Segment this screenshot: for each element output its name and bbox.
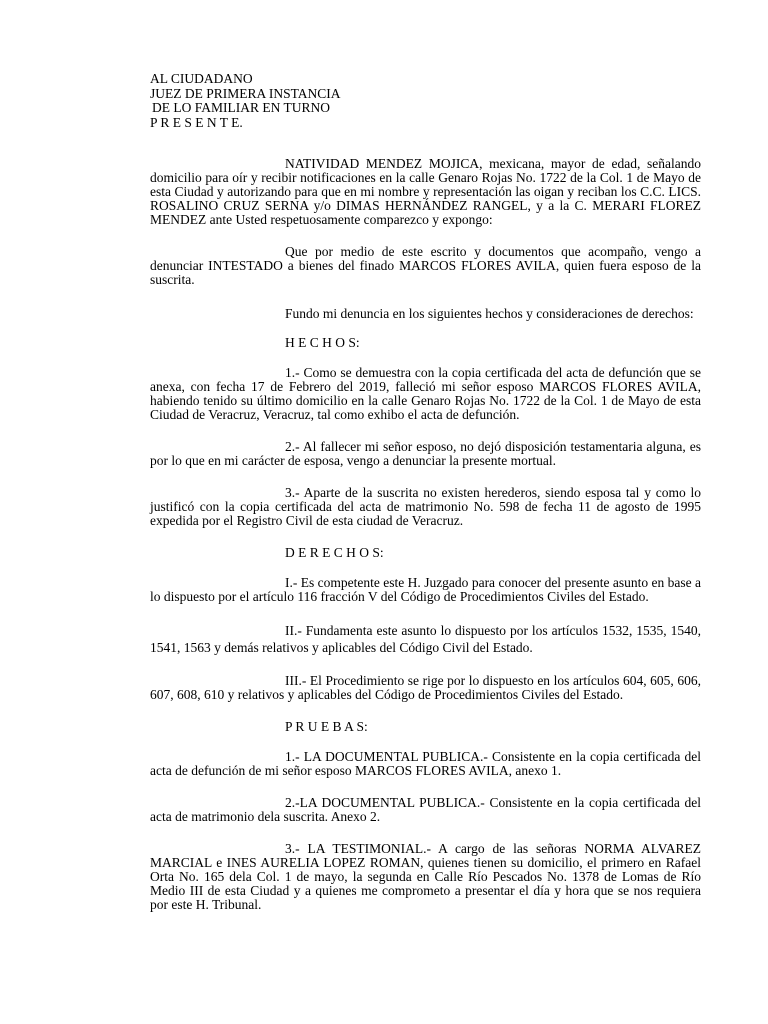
intro-paragraph: NATIVIDAD MENDEZ MOJICA, mexicana, mayor de edad, señalando domicilio para oír y recibir notificaciones en la calle Genaro Rojas No. 1722 de la Col. 1 de Mayo de esta Ciudad y autorizando para que en mi nombre y representación las oigan y reciban los C.C. LICS. ROSALINO CRUZ SERNA y/o DIMAS HERNÁNDEZ RANGEL, y a la C. MERARI FLOREZ MENDEZ ante Usted respetuosamente comparezco y expongo: — [150, 156, 701, 227]
addressee-line-1: AL CIUDADANO — [150, 71, 253, 86]
addressee-line-4: P R E S E N T E. — [150, 114, 243, 130]
pruebas-item-1: 1.- LA DOCUMENTAL PUBLICA.- Consistente en la copia certificada del acta de defunción de mi señor esposo MARCOS FLORES AVILA, anexo 1. — [150, 749, 701, 778]
hechos-item-2: 2.- Al fallecer mi señor esposo, no dejó disposición testamentaria alguna, es por lo que en mi carácter de esposa, vengo a denunciar la presente mortual. — [150, 439, 701, 468]
document-body — [150, 157, 701, 926]
hechos-heading: H E C H O S: — [285, 335, 360, 350]
addressee-line-3: DE LO FAMILIAR EN TURNO — [152, 100, 330, 115]
fundo-paragraph: Fundo mi denuncia en los siguientes hechos y consideraciones de derechos: — [285, 306, 694, 321]
hechos-item-1: 1.- Como se demuestra con la copia certificada del acta de defunción que se anexa, con fecha 17 de Febrero del 2019, falleció mi señor esposo MARCOS FLORES AVILA, habiendo tenido su último domicilio en la calle Genaro Rojas No. 1722 de la Col. 1 de Mayo de esta Ciudad de Veracruz, Veracruz, tal como exhibo el acta de defunción. — [150, 365, 701, 422]
addressee-line-2: JUEZ DE PRIMERA INSTANCIA — [150, 85, 341, 101]
derechos-heading: D E R E C H O S: — [285, 545, 384, 560]
pruebas-heading: P R U E B A S: — [285, 719, 368, 734]
addressee-block — [150, 72, 710, 130]
pruebas-item-3: 3.- LA TESTIMONIAL.- A cargo de las señoras NORMA ALVAREZ MARCIAL e INES AURELIA LOPEZ ROMAN, quienes tienen su domicilio, el primero en Rafael Orta No. 165 dela Col. 1 de mayo, la segunda en Calle Río Pescados No. 1378 de Lomas de Río Medio III de esta Ciudad y a quienes me comprometo a presentar el día y hora que se nos requiera por este H. Tribunal. — [150, 841, 701, 912]
pruebas-item-2: 2.-LA DOCUMENTAL PUBLICA.- Consistente en la copia certificada del acta de matrimonio dela suscrita. Anexo 2. — [150, 795, 701, 824]
derechos-item-2: II.- Fundamenta este asunto lo dispuesto por los artículos 1532, 1535, 1540, 1541, 1563 y demás relativos y aplicables del Código Civil del Estado. — [150, 623, 701, 655]
hechos-item-3: 3.- Aparte de la suscrita no existen herederos, siendo esposa tal y como lo justificó con la copia certificada del acta de matrimonio No. 598 de fecha 11 de agosto de 1995 expedida por el Registro Civil de esta ciudad de Veracruz. — [150, 485, 701, 528]
derechos-item-3: III.- El Procedimiento se rige por lo dispuesto en los artículos 604, 605, 606, 607, 608, 610 y relativos y aplicables del Código de Procedimientos Civiles del Estado. — [150, 673, 701, 702]
derechos-item-1: I.- Es competente este H. Juzgado para conocer del presente asunto en base a lo dispuesto por el artículo 116 fracción V del Código de Procedimientos Civiles del Estado. — [150, 575, 701, 604]
denuncia-paragraph: Que por medio de este escrito y documentos que acompaño, vengo a denunciar INTESTADO a bienes del finado MARCOS FLORES AVILA, quien fuera esposo de la suscrita. — [150, 244, 701, 287]
